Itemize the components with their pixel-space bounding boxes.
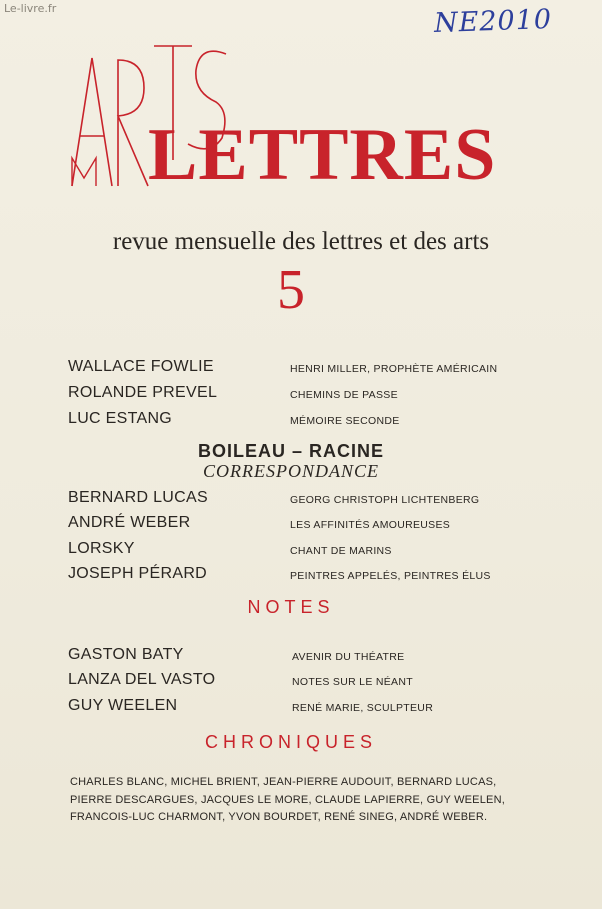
- masthead-subtitle: revue mensuelle des lettres et des arts: [112, 228, 490, 255]
- lettres-logo: LETTRES: [148, 114, 497, 196]
- entry-author: GUY WEELEN: [68, 697, 178, 714]
- issue-number: 5: [277, 259, 305, 321]
- contents-entry: [68, 358, 538, 382]
- feature-headline: BOILEAU – RACINE: [197, 441, 384, 461]
- entry-author: LORSKY: [68, 540, 135, 557]
- chroniques-line: FRANCOIS-LUC CHARMONT, YVON BOURDET, RENÉ SINEG, ANDRÉ WEBER.: [70, 811, 488, 823]
- entry-title: LES AFFINITÉS AMOUREUSES: [290, 519, 451, 531]
- contents-entry: [68, 697, 538, 721]
- entry-title: CHANT DE MARINS: [290, 545, 392, 557]
- entry-author: LANZA DEL VASTO: [68, 671, 216, 688]
- entry-author: GASTON BATY: [68, 646, 184, 663]
- entry-title: CHEMINS DE PASSE: [290, 389, 398, 401]
- contents-entry: [68, 410, 538, 434]
- handwritten-note: NE2010: [433, 3, 553, 40]
- chroniques-heading: CHRONIQUES: [204, 732, 377, 752]
- contents-entry: [68, 646, 538, 670]
- entry-title: NOTES SUR LE NÉANT: [292, 676, 413, 688]
- entry-title: HENRI MILLER, PROPHÈTE AMÉRICAIN: [290, 363, 498, 375]
- entry-title: RENÉ MARIE, SCULPTEUR: [292, 702, 434, 714]
- chroniques-line: PIERRE DESCARGUES, JACQUES LE MORE, CLAUDE LAPIERRE, GUY WEELEN,: [70, 793, 505, 806]
- contents-entry: [68, 671, 538, 695]
- chroniques-contributors: [70, 774, 530, 827]
- entry-title: MÉMOIRE SECONDE: [290, 415, 400, 427]
- entry-author: BERNARD LUCAS: [68, 489, 208, 506]
- entry-author: JOSEPH PÉRARD: [68, 565, 208, 582]
- entry-author: ROLANDE PREVEL: [68, 384, 218, 401]
- contents-entry: [68, 384, 538, 408]
- entry-author: WALLACE FOWLIE: [68, 358, 214, 375]
- chroniques-line: CHARLES BLANC, MICHEL BRIENT, JEAN-PIERRE AUDOUIT, BERNARD LUCAS,: [70, 776, 497, 788]
- feature-subhead: CORRESPONDANCE: [203, 461, 379, 481]
- entry-author: ANDRÉ WEBER: [68, 514, 191, 531]
- watermark: Le-livre.fr: [4, 2, 57, 15]
- contents-entry: [68, 489, 538, 513]
- contents-entry: [68, 540, 538, 564]
- entry-title: AVENIR DU THÉATRE: [292, 651, 405, 663]
- notes-heading: NOTES: [247, 597, 335, 617]
- entry-title: PEINTRES APPELÉS, PEINTRES ÉLUS: [290, 570, 491, 582]
- contents-entry: [68, 565, 538, 589]
- contents-entry: [68, 514, 538, 538]
- entry-author: LUC ESTANG: [68, 410, 173, 427]
- entry-title: GEORG CHRISTOPH LICHTENBERG: [290, 494, 480, 506]
